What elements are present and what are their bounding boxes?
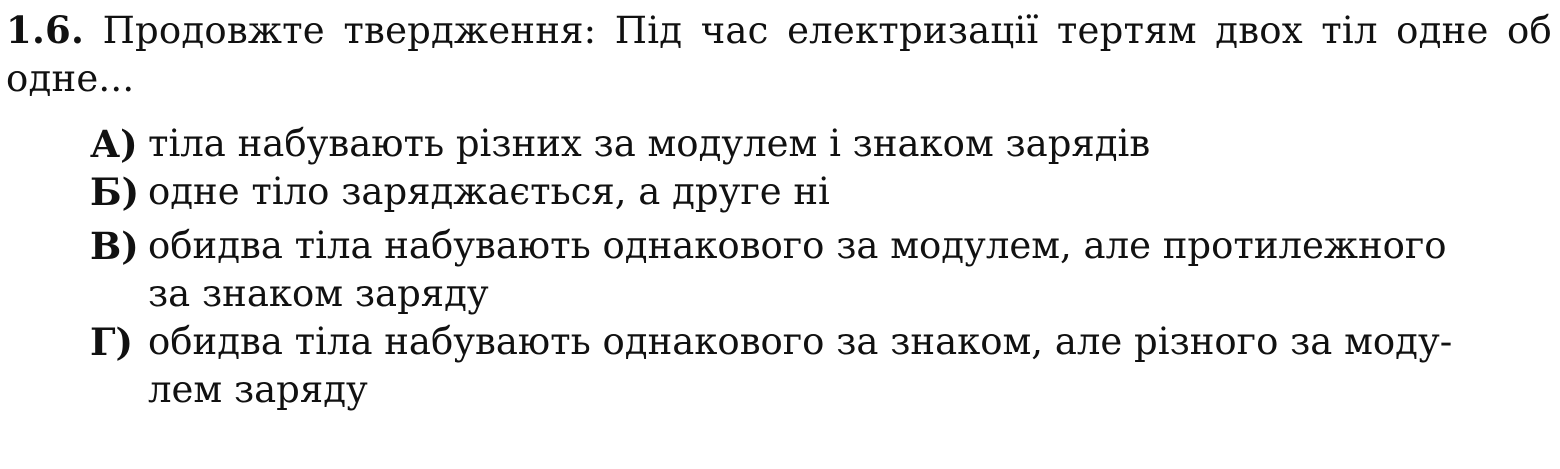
option-text xyxy=(148,168,1555,216)
option-text-line: обидва тіла набувають однакового за модулем, але протилежного xyxy=(148,224,1447,267)
option-text-line: одне тіло заряджається, а друге ні xyxy=(148,170,830,213)
option-text xyxy=(148,222,1555,318)
answer-options xyxy=(90,120,1555,414)
option-text-line: за знаком заряду xyxy=(148,272,489,315)
option-text xyxy=(148,120,1555,168)
option-letter: Б) xyxy=(90,170,140,214)
option-letter: В) xyxy=(90,224,139,268)
option-letter: Г) xyxy=(90,320,134,364)
option-a[interactable] xyxy=(90,120,1555,168)
question-text: Продовжте твердження: Під час електризації тертям двох тіл одне об одне... xyxy=(6,9,1553,100)
question-block xyxy=(6,6,1552,103)
option-b[interactable] xyxy=(90,168,1555,216)
option-text-line: лем заряду xyxy=(148,368,368,411)
option-v[interactable] xyxy=(90,222,1555,318)
option-letter: А) xyxy=(90,122,138,166)
question-number: 1.6. xyxy=(6,8,85,52)
option-h[interactable] xyxy=(90,318,1555,414)
option-text-line: обидва тіла набувають однакового за знаком, але різного за моду- xyxy=(148,320,1453,363)
option-text xyxy=(148,318,1555,414)
option-text-line: тіла набувають різних за модулем і знаком зарядів xyxy=(148,122,1151,165)
